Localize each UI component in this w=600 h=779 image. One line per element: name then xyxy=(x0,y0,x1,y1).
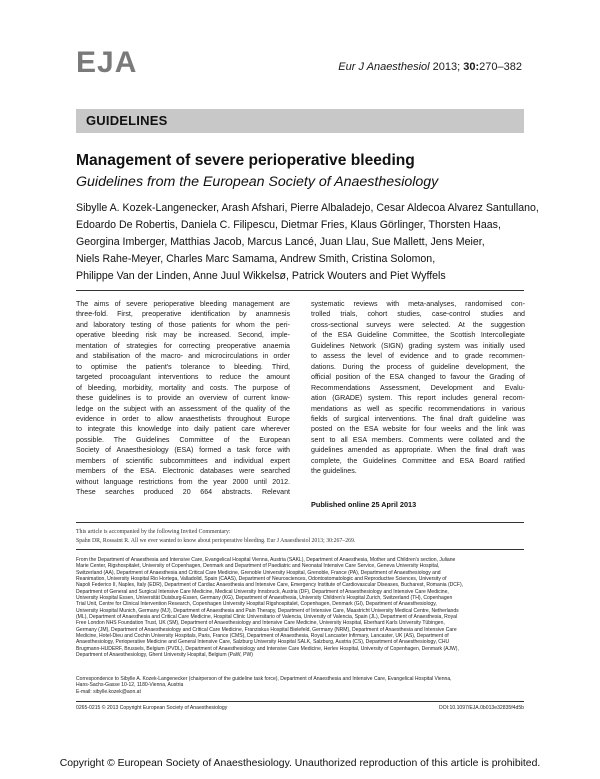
journal-pages: 270–382 xyxy=(479,61,522,73)
abstract-line: Guidelines Network (SIGN) grading system was initially used xyxy=(311,341,525,350)
correspondence-line: Hans-Sachs-Gasse 10-12, 1180-Vienna, Austria xyxy=(76,682,184,689)
abstract-line: dations. During the process of guideline development, the xyxy=(311,362,525,371)
abstract-right-column xyxy=(311,299,525,477)
affiliation-line: Department of General and Surgical Intensive Care Medicine, Medical University Innsbruck, Austria (DF), Department of Anaesthesiology and Intensive Care Medicine, xyxy=(76,588,449,595)
abstract-line: fields of surgical interventions. The final draft guideline was xyxy=(311,414,525,423)
author-line: Georgina Imberger, Matthias Jacob, Marcus Lancé, Juan Llau, Sue Mallett, Jens Meier, xyxy=(76,236,485,248)
issn-copyright: 0265-0215 © 2013 Copyright European Society of Anaesthesiology xyxy=(76,705,228,711)
author-line: Sibylle A. Kozek-Langenecker, Arash Afshari, Pierre Albaladejo, Cesar Aldecoa Alvarez Santullano, xyxy=(76,202,539,214)
affiliation-line: Trial Unit, Centre for Clinical Intervention Research, Copenhagen University Hospital Rigshospitalet, Copenhagen, Denmark (GI), Department of Anaesthesiology, xyxy=(76,601,437,608)
author-line: Philippe Van der Linden, Anne Juul Wikkelsø, Patrick Wouters and Piet Wyffels xyxy=(76,270,446,282)
journal-logo: EJA xyxy=(76,46,138,79)
author-list xyxy=(76,200,539,285)
abstract-line: these guidelines is to provide an overview of current know- xyxy=(76,394,290,403)
article-title: Management of severe perioperative bleeding xyxy=(76,152,415,169)
affiliation-line: Brugmann-HUDERF, Brussels, Belgium (PVDL), Department of Anaesthesiology and Intensive Care Medicine, Herlev Hospital, University of Copenhagen, Denmark (AJW), xyxy=(76,645,459,652)
commentary-line: This article is accompanied by the following Invited Commentary: xyxy=(76,529,231,535)
abstract-line: guidelines amended as appropriate. When the final draft was xyxy=(311,446,525,455)
abstract-line: mentation of strategies for correcting preoperative anaemia xyxy=(76,341,290,350)
article-subtitle: Guidelines from the European Society of Anaesthesiology xyxy=(76,174,439,190)
section-label: GUIDELINES xyxy=(86,113,168,128)
abstract-line: The aims of severe perioperative bleeding management are xyxy=(76,300,290,308)
author-line: Edoardo De Robertis, Daniela C. Filipescu, Dietmar Fries, Klaus Görlinger, Thorsten Haas, xyxy=(76,219,501,231)
author-line: Niels Rahe-Meyer, Charles Marc Samama, Andrew Smith, Cristina Solomon, xyxy=(76,253,436,265)
commentary-note xyxy=(76,528,524,546)
abstract-line: and laboratory testing of those patients for whom the peri- xyxy=(76,320,290,329)
abstract-line: of the ESA Guideline Committee, the Scottish Intercollegiate xyxy=(311,331,525,340)
abstract-line: These searches produced 20 664 abstracts. Relevant xyxy=(76,488,290,497)
affiliation-line: University Hospital Essen, Universität Duisburg-Essen, Germany (KG), Department of Anaesthesia, University Children's Hospital Zurich, Switzerland (TH), Copenhagen xyxy=(76,595,453,602)
affiliation-line: Switzerland (AA), Department of Anaesthesia and Critical Care Medicine, Grenoble University Hospital, Grenoble, France (PA), Department of Anaesthesiology and xyxy=(76,569,441,576)
abstract-line: trolled trials, cohort studies, case-control studies and xyxy=(311,310,525,319)
affiliations xyxy=(76,557,526,659)
correspondence-line: E-mail: sibylle.kozek@aon.at xyxy=(76,688,141,695)
abstract-line: complete, the Guidelines Committee and ESA Board ratified xyxy=(311,456,525,465)
abstract-line: systematic reviews with meta-analyses, randomised con- xyxy=(311,300,525,308)
affiliation-line: Medicine, Hotel-Dieu and Cochin University Hospitals, Paris, France (CMS), Department of Anaesthesia, Royal Lancaster Infirmary, Lancaster, UK (AS), Department of xyxy=(76,633,449,640)
journal-volume: 30: xyxy=(463,61,480,73)
affiliation-line: Anaesthesiology, Perioperative Medicine and General Intensive Care, Salzburg University Hospital SALK, Salzburg, Austria (CS), Department of Anaesthesiology, CHU xyxy=(76,639,450,646)
abstract-line: members of the ESA. Electronic databases were searched xyxy=(76,467,290,476)
affiliation-line: From the Department of Anaesthesia and Intensive Care, Evangelical Hospital Vienna, Austria (SAKL), Department of Anaesthesia, Mother and Children's section, Juliane xyxy=(76,557,456,563)
abstract-line: operative bleeding risk may be increased. Second, imple- xyxy=(76,331,290,340)
commentary-line: Spahn DR, Rossaint R. All we ever wanted to know about perioperative bleeding. Eur J Anaesthesiol 2013; 30:267–269. xyxy=(76,538,356,544)
abstract-line: sent to all ESA members. Comments were collated and the xyxy=(311,435,525,444)
abstract-line: to optimise the patient's tolerance to bleeding. Third, xyxy=(76,362,290,371)
affiliation-line: Department of Anaesthesiology, Ghent University Hospital, Belgium (PaW, PW) xyxy=(76,652,253,659)
abstract-line: to integrate this knowledge into daily patient care wherever xyxy=(76,425,290,434)
abstract-line: cross-sectional surveys were selected. At the suggestion xyxy=(311,320,525,329)
divider-rule xyxy=(76,290,524,291)
correspondence xyxy=(76,676,526,695)
abstract-line: ation (GRADE) system. This report includes general recom- xyxy=(311,394,525,403)
divider-rule xyxy=(76,549,524,550)
abstract-line: posted on the ESA website for four weeks and the link was xyxy=(311,425,525,434)
abstract-line: three-fold. First, preoperative identification by anamnesis xyxy=(76,310,290,319)
abstract-line: targeted procoagulant interventions to reduce the amount xyxy=(76,373,290,382)
abstract-line: of bleeding, morbidity, mortality and costs. The purpose of xyxy=(76,383,290,392)
abstract-line: Society of Anaesthesiology (ESA) formed a task force with xyxy=(76,446,290,455)
affiliation-line: Marie Center, Rigshospitalet, University of Copenhagen, Denmark and Department of Paediatric and Neonatal Intensive Care Service, Geneva University Hospital, xyxy=(76,563,440,570)
journal-citation xyxy=(338,61,522,73)
correspondence-line: Correspondence to Sibylle A. Kozek-Langenecker (chairperson of the guideline task force), Department of Anaesthesia and Intensive Care, Evangelical Hospital Vienna, xyxy=(76,676,452,682)
abstract-line: evidence in order to allow anaesthetists throughout Europe xyxy=(76,414,290,423)
abstract-line: without language restrictions from the year 2000 until 2012. xyxy=(76,477,290,486)
affiliation-line: Napoli Federico II, Naples, Italy (EDR), Department of Cardiac Anaesthesia and Intensive Care, Emergency Institute of Cardiovascular Diseases, Bucharest, Romania (DCF), xyxy=(76,582,464,589)
doi: DOI:10.1097/EJA.0b013e32835f4d5b xyxy=(439,705,524,711)
published-date: Published online 25 April 2013 xyxy=(311,500,417,509)
abstract-line: possible. The Guidelines Committee of the European xyxy=(76,435,290,444)
journal-year: 2013; xyxy=(432,61,461,73)
abstract-line: official position of the ESA changed to favour the Grading of xyxy=(311,373,525,382)
section-band xyxy=(76,109,524,133)
affiliation-line: Reanimation, University Hospital Rio Hortega, Valladolid, Spain (CAAS), Department of Neurosciences, Odontostomatologic and Reproductive Sciences, University of xyxy=(76,576,447,583)
affiliation-line: Germany (JM), Department of Anaesthesiology and Critical Care Medicine, Franziskus Hospital Bielefeld, Germany (NRM), Department of Anaesthesia and Intensive Care xyxy=(76,626,457,633)
divider-rule xyxy=(76,701,524,702)
abstract-line: and stabilisation of the macro- and microcirculations in order xyxy=(76,352,290,361)
journal-name: Eur J Anaesthesiol xyxy=(338,61,430,73)
abstract-line: Recommendations Assessment, Development and Evalu- xyxy=(311,383,525,392)
affiliation-line: University Hospital Munich, Germany (MJ), Department of Anaesthesia and Pain Therapy, Department of Intensive Care, Maastricht University Medical Centre, Netherlands xyxy=(76,607,459,614)
abstract-line: mendations as well as specific recommendations in various xyxy=(311,404,525,413)
abstract-line: ledge on the subject with an assessment of the quality of the xyxy=(76,404,290,413)
abstract-line: the guidelines. xyxy=(311,467,357,476)
abstract-line: members of scientific subcommittees and individual expert xyxy=(76,456,290,465)
affiliation-line: (ML), Department of Anaesthesia and Critical Care Medicine, Hospital Clinic Universitario of Valencia, University of Valencia, Spain (JL), Department of Anaesthesia, Royal xyxy=(76,614,458,621)
divider-rule xyxy=(76,522,524,523)
abstract-line: to assess the level of evidence and to grade recommen- xyxy=(311,352,525,361)
affiliation-line: Free London NHS Foundation Trust, UK (SM), Department of Anaesthesiology and Intensive Care Medicine, University Hospital, Eberhard Karls University Tübingen, xyxy=(76,620,445,627)
abstract-left-column xyxy=(76,299,290,498)
copyright-notice: Copyright © European Society of Anaesthesiology. Unauthorized reproduction of this article is prohibited. xyxy=(59,758,541,769)
